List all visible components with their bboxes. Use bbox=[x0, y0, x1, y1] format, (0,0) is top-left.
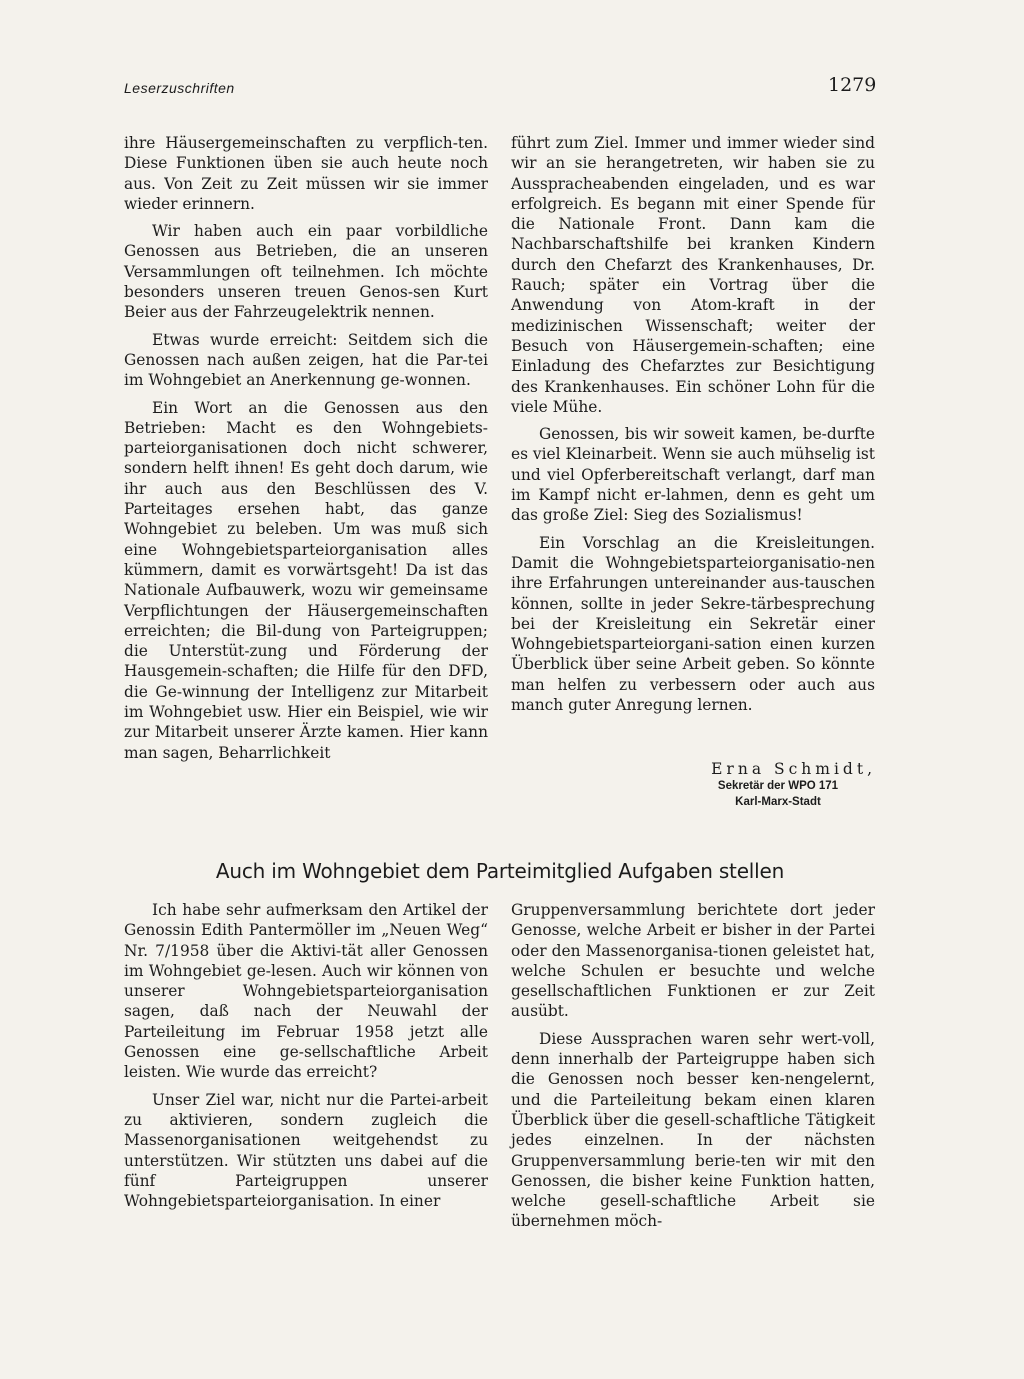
paragraph: Gruppenversammlung berichtete dort jeder Genosse, welche Arbeit er bisher in der Partei oder den Massenorganisa-tionen geleistet hat, welche Schulen er besuchte und welche gesellschaftlichen Funktionen er zur Zeit ausübt. bbox=[511, 901, 875, 1021]
paragraph: Etwas wurde erreicht: Seitdem sich die Genossen nach außen zeigen, hat die Par-tei im Wohngebiet an Anerkennung ge-wonnen. bbox=[124, 330, 488, 390]
article2-right-column bbox=[511, 900, 875, 1239]
paragraph: führt zum Ziel. Immer und immer wieder sind wir an sie herangetreten, wir haben sie zu Ausspracheabenden eingeladen, und es war erfolgreich. Es begann mit einer Spende für die Nationale Front. Dann kam die Nachbarschaftshilfe bei kranken Kindern durch den Chefarzt des Krankenhauses, Dr. Rauch; später ein Vortrag über die Anwendung von Atom-kraft in der medizinischen Wissenschaft; weiter der Besuch von Häusergemein-schaften; eine Einladung des Chefarztes zur Besichtigung des Krankenhauses. Ein schöner Lohn für die viele Mühe. bbox=[511, 134, 875, 416]
paragraph: Ich habe sehr aufmerksam den Artikel der Genossin Edith Pantermöller im „Neuen Weg“ Nr. 7/1958 über die Aktivi-tät aller Genossen im Wohngebiet ge-lesen. Auch wir können von unserer Wohngebietsparteiorganisation sagen, daß nach der Neuwahl der Parteileitung im Februar 1958 jetzt alle Genossen eine ge-sellschaftliche Arbeit leisten. Wie wurde das erreicht? bbox=[124, 901, 488, 1082]
page-number: 1279 bbox=[828, 74, 877, 96]
running-head: Leserzuschriften bbox=[124, 80, 235, 96]
signature-name: Erna Schmidt, bbox=[711, 760, 876, 778]
paragraph: Unser Ziel war, nicht nur die Partei-arbeit zu aktivieren, sondern zugleich die Massenorganisationen weitgehendst zu unterstützen. Wir stützten uns dabei auf die fünf Parteigruppen unserer Wohngebietsparteiorganisation. In einer bbox=[124, 1090, 488, 1211]
article2-headline: Auch im Wohngebiet dem Parteimitglied Aufgaben stellen bbox=[215, 859, 785, 883]
paragraph: Wir haben auch ein paar vorbildliche Genossen aus Betrieben, die an unseren Versammlungen oft teilnehmen. Ich möchte besonders unseren treuen Genos-sen Kurt Beier aus der Fahrzeugelektrik nennen. bbox=[124, 222, 488, 322]
signature-place: Karl-Marx-Stadt bbox=[735, 796, 821, 808]
paragraph: ihre Häusergemeinschaften zu verpflich-ten. Diese Funktionen üben sie auch heute noch aus. Von Zeit zu Zeit müssen wir sie immer wieder erinnern. bbox=[124, 134, 488, 213]
article1-left-column bbox=[124, 133, 488, 770]
article2-left-column bbox=[124, 900, 488, 1218]
paragraph: Ein Vorschlag an die Kreisleitungen. Damit die Wohngebietsparteiorganisatio-nen ihre Erfahrungen untereinander aus-tauschen können, sollte in jeder Sekre-tärbesprechung bei der Kreisleitung ein Sekretär einer Wohngebietsparteiorgani-sation einen kurzen Überblick über seine Arbeit geben. So könnte man helfen zu verbessern oder auch aus manch guter Anregung lernen. bbox=[511, 533, 875, 715]
paragraph: Ein Wort an die Genossen aus den Betrieben: Macht es den Wohngebiets-parteiorganisationen doch nicht schwerer, sondern helft ihnen! Es geht doch darum, wie ihr auch aus den Beschlüssen des V. Parteitages ersehen habt, das ganze Wohngebiet zu beleben. Um was muß sich eine Wohngebietsparteiorganisation alles kümmern, damit es vorwärtsgeht! Da ist das Nationale Aufbauwerk, wozu wir gemeinsame Verpflichtungen der Häusergemeinschaften erreichten; die Bil-dung von Parteigruppen; die Unterstüt-zung und Förderung der Hausgemein-schaften; die Hilfe für den DFD, die Ge-winnung der Intelligenz zur Mitarbeit im Wohngebiet usw. Hier ein Beispiel, wie wir zur Mitarbeit unserer Ärzte kamen. Hier kann man sagen, Beharrlichkeit bbox=[124, 398, 488, 762]
paragraph: Diese Aussprachen waren sehr wert-voll, denn innerhalb der Parteigruppe haben sich die Genossen noch besser ken-nengelernt, und die Parteileitung bekam einen klaren Überblick über die gesell-schaftliche Tätigkeit jedes einzelnen. In der nächsten Gruppenversammlung berie-ten wir mit den Genossen, die bisher keine Funktion hatten, welche gesell-schaftliche Arbeit sie übernehmen möch- bbox=[511, 1029, 875, 1231]
paragraph: Genossen, bis wir soweit kamen, be-durfte es viel Kleinarbeit. Wenn sie auch mühselig ist und viel Opferbereitschaft verlangt, darf man im Kampf nicht er-lahmen, denn es geht um das große Ziel: Sieg des Sozialismus! bbox=[511, 425, 875, 525]
signature-role: Sekretär der WPO 171 bbox=[717, 780, 839, 792]
signature-block bbox=[620, 760, 876, 810]
article1-right-column bbox=[511, 133, 875, 722]
